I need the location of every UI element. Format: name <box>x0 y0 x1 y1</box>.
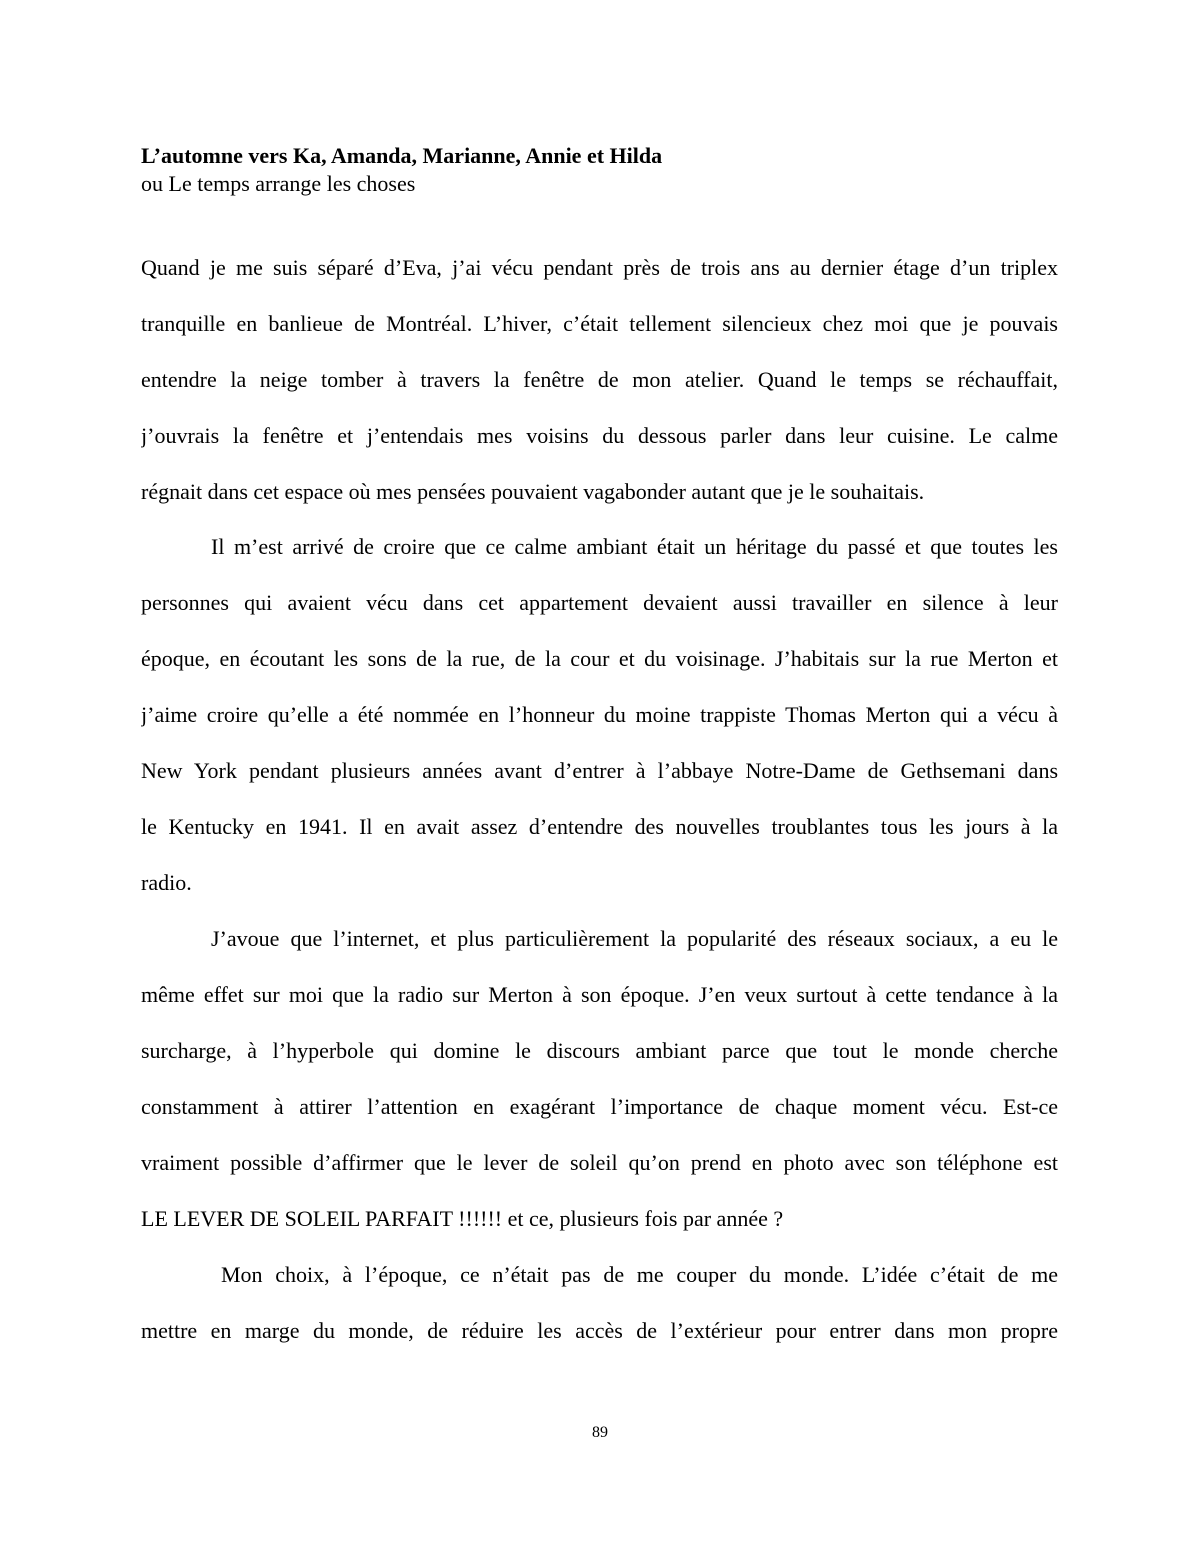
body-text-line: le Kentucky en 1941. Il en avait assez d’entendre des nouvelles troublantes tous les jours à la <box>141 814 1058 839</box>
chapter-subtitle: ou Le temps arrange les choses <box>141 171 416 196</box>
body-text-line: entendre la neige tomber à travers la fenêtre de mon atelier. Quand le temps se réchauffait, <box>141 367 1058 392</box>
body-text-line: surcharge, à l’hyperbole qui domine le discours ambiant parce que tout le monde cherche <box>141 1038 1058 1063</box>
body-text-line: même effet sur moi que la radio sur Merton à son époque. J’en veux surtout à cette tendance à la <box>141 982 1058 1007</box>
body-text-line: personnes qui avaient vécu dans cet appartement devaient aussi travailler en silence à leur <box>141 590 1058 615</box>
body-text-line: vraiment possible d’affirmer que le lever de soleil qu’on prend en photo avec son téléphone est <box>141 1150 1058 1175</box>
body-text-line: Il m’est arrivé de croire que ce calme ambiant était un héritage du passé et que toutes les <box>211 534 1058 559</box>
body-text-line: J’avoue que l’internet, et plus particulièrement la popularité des réseaux sociaux, a eu le <box>211 926 1058 951</box>
body-text-line: j’ouvrais la fenêtre et j’entendais mes voisins du dessous parler dans leur cuisine. Le calme <box>141 423 1058 448</box>
body-text-line: tranquille en banlieue de Montréal. L’hiver, c’était tellement silencieux chez moi que je pouvais <box>141 311 1058 336</box>
page-number: 89 <box>592 1424 608 1441</box>
chapter-title: L’automne vers Ka, Amanda, Marianne, Annie et Hilda <box>141 143 663 168</box>
body-text-line: régnait dans cet espace où mes pensées pouvaient vagabonder autant que je le souhaitais. <box>141 479 925 504</box>
body-text-line: Quand je me suis séparé d’Eva, j’ai vécu pendant près de trois ans au dernier étage d’un triplex <box>141 255 1058 280</box>
body-text-line: LE LEVER DE SOLEIL PARFAIT !!!!!! et ce, plusieurs fois par année ? <box>141 1206 784 1231</box>
body-text-line: mettre en marge du monde, de réduire les accès de l’extérieur pour entrer dans mon propre <box>141 1318 1058 1343</box>
body-text-line: époque, en écoutant les sons de la rue, de la cour et du voisinage. J’habitais sur la rue Merton et <box>141 646 1058 671</box>
body-text-line: Mon choix, à l’époque, ce n’était pas de me couper du monde. L’idée c’était de me <box>221 1262 1058 1287</box>
body-text-line: j’aime croire qu’elle a été nommée en l’honneur du moine trappiste Thomas Merton qui a vécu à <box>141 702 1058 727</box>
body-text-line: New York pendant plusieurs années avant d’entrer à l’abbaye Notre-Dame de Gethsemani dans <box>141 758 1058 783</box>
body-text-line: radio. <box>141 870 192 895</box>
body-text-line: constamment à attirer l’attention en exagérant l’importance de chaque moment vécu. Est-ce <box>141 1094 1058 1119</box>
